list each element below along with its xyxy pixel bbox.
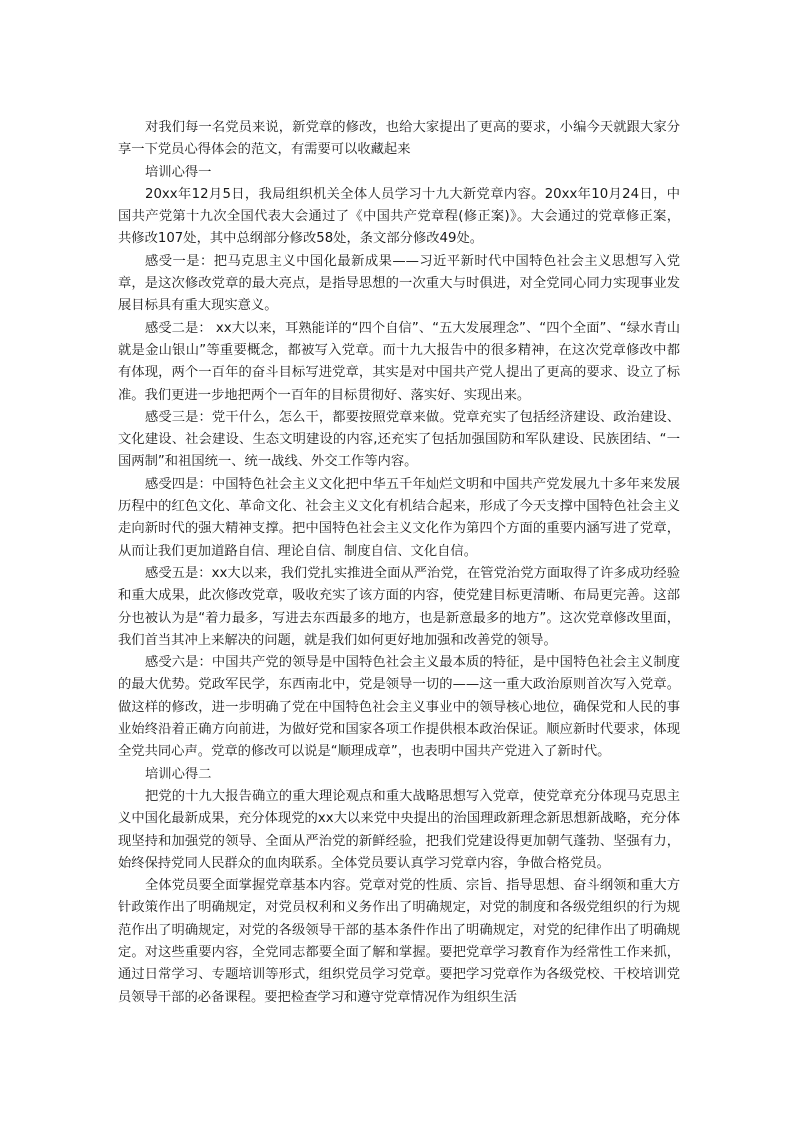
paragraph: 感受六是：中国共产党的领导是中国特色社会主义最本质的特征，是中国特色社会主义制度的最大优势。党政军民学，东西南北中，党是领导一切的——这一重大政治原则首次写入党章。做这样的修改，进一步明确了党在中国特色社会主义事业中的领导核心地位，确保党和人民的事业始终沿着正确方向前进，为做好党和国家各项工作提供根本政治保证。顺应新时代要求，体现全党共同心声。党章的修改可以说是“顺理成章”，也表明中国共产党进入了新时代。 <box>118 655 680 760</box>
paragraph: 20xx年12月5日，我局组织机关全体人员学习十九大新党章内容。20xx年10月24日，中国共产党第十九次全国代表大会通过了《中国共产党章程(修正案)》。大会通过的党章修正案，共修改107处，其中总纲部分修改58处，条文部分修改49处。 <box>118 186 680 247</box>
paragraph: 把党的十九大报告确立的重大理论观点和重大战略思想写入党章，使党章充分体现马克思主义中国化最新成果，充分体现党的xx大以来党中央提出的治国理政新理念新思想新战略，充分体现坚持和加强党的领导、全面从严治党的新鲜经验，把我们党建设得更加朝气蓬勃、坚强有力，始终保持党同人民群众的血肉联系。全体党员要认真学习党章内容，争做合格党员。 <box>118 788 680 871</box>
paragraph: 全体党员要全面掌握党章基本内容。党章对党的性质、宗旨、指导思想、奋斗纲领和重大方针政策作出了明确规定，对党员权利和义务作出了明确规定，对党的制度和各级党组织的行为规范作出了明确规定，对党的各级领导干部的基本条件作出了明确规定，对党的纪律作出了明确规定。对这些重要内容，全党同志都要全面了解和掌握。要把党章学习教育作为经常性工作来抓，通过日常学习、专题培训等形式，组织党员学习党章。要把学习党章作为各级党校、干校培训党员领导干部的必备课程。要把检查学习和遵守党章情况作为组织生活 <box>118 878 680 1005</box>
paragraph: 感受五是：xx大以来，我们党扎实推进全面从严治党，在管党治党方面取得了许多成功经验和重大成果，此次修改党章，吸收充实了该方面的内容，使党建目标更清晰、布局更完善。这部分也被认为是“着力最多，写进去东西最多的地方，也是新意最多的地方”。这次党章修改里面，我们首当其冲上来解决的问题，就是我们如何更好地加强和改善党的领导。 <box>118 565 680 648</box>
paragraph: 感受二是： xx大以来，耳熟能详的“四个自信”、“五大发展理念”、“四个全面”、“绿水青山就是金山银山”等重要概念，都被写入党章。而十九大报告中的很多精神，在这次党章修改中都有体现，两个一百年的奋斗目标写进党章，其实是对中国共产党人提出了更高的要求、设立了标准。我们更进一步地把两个一百年的目标贯彻好、落实好、实现出来。 <box>118 320 680 403</box>
paragraph: 感受一是：把马克思主义中国化最新成果——习近平新时代中国特色社会主义思想写入党章，是这次修改党章的最大亮点，是指导思想的一次重大与时俱进，对全党同心同力实现事业发展目标具有重大现实意义。 <box>118 253 680 314</box>
paragraph: 感受三是：党干什么，怎么干，都要按照党章来做。党章充实了包括经济建设、政治建设、文化建设、社会建设、生态文明建设的内容,还充实了包括加强国防和军队建设、民族团结、“一国两制”和祖国统一、统一战线、外交工作等内容。 <box>118 409 680 470</box>
paragraph: 感受四是：中国特色社会主义文化把中华五千年灿烂文明和中国共产党发展九十多年来发展历程中的红色文化、革命文化、社会主义文化有机结合起来，形成了今天支撑中国特色社会主义走向新时代的强大精神支撑。把中国特色社会主义文化作为第四个方面的重要内涵写进了党章，从而让我们更加道路自信、理论自信、制度自信、文化自信。 <box>118 476 680 559</box>
document-body <box>118 117 680 1009</box>
section-title-1: 培训心得一 <box>145 164 212 180</box>
intro-paragraph: 对我们每一名党员来说，新党章的修改，也给大家提出了更高的要求，小编今天就跟大家分享一下党员心得体会的范文，有需要可以收藏起来 <box>118 120 680 158</box>
section-title-2: 培训心得二 <box>145 766 212 782</box>
